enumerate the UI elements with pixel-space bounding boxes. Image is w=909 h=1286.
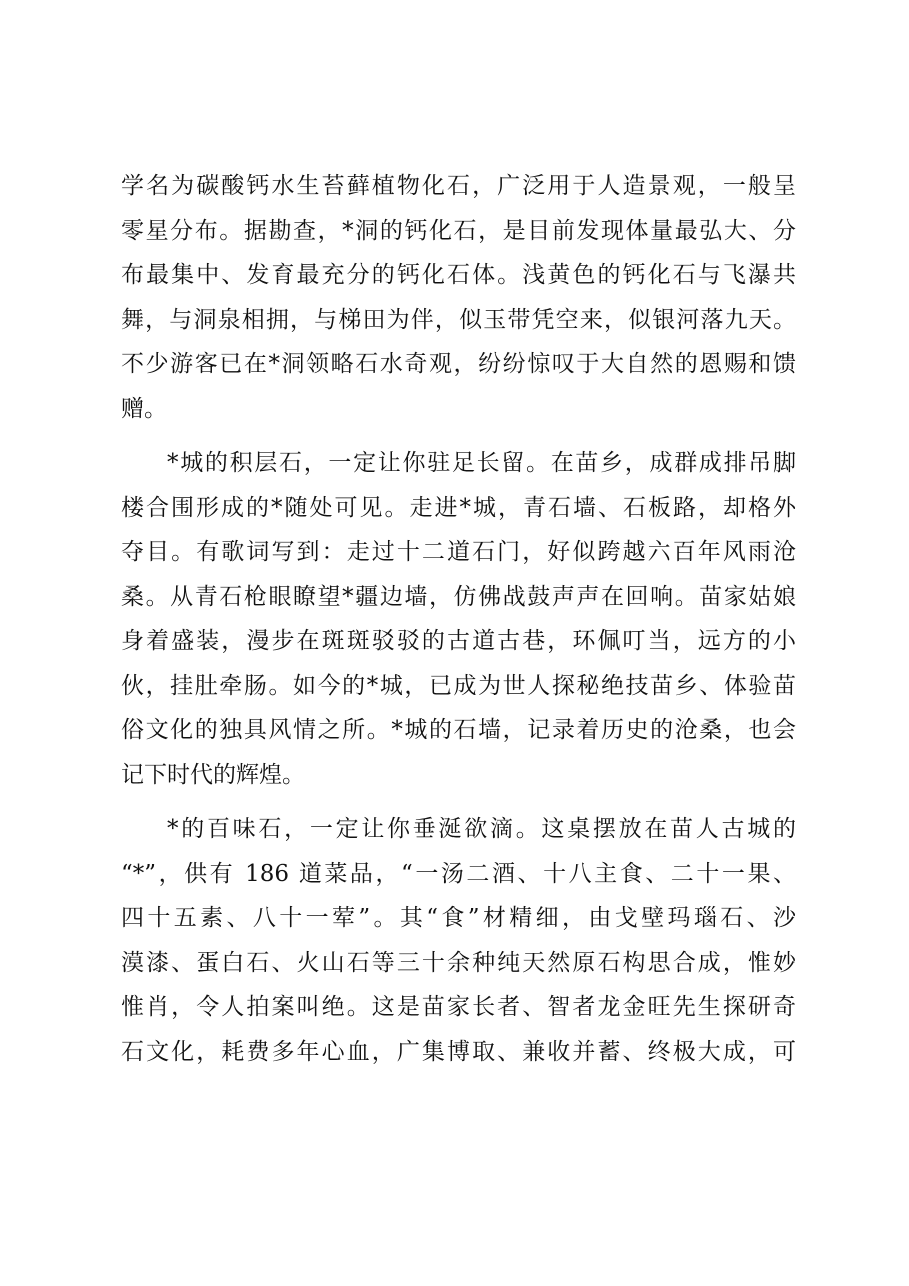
paragraph-2 <box>121 441 796 797</box>
paragraph-1 <box>121 164 796 431</box>
text-line: 惟肖，令人拍案叫绝。这是苗家长者、智者龙金旺先生探研奇 <box>121 994 796 1020</box>
text-line: “*”，供有 186 道菜品，“一汤二酒、十八主食、二十一果、 <box>121 860 796 887</box>
text-line: 学名为碳酸钙水生苔藓植物化石，广泛用于人造景观，一般呈 <box>121 173 796 199</box>
text-line: 俗文化的独具风情之所。*城的石墙，记录着历史的沧桑，也会 <box>121 717 796 743</box>
paragraph-spacer <box>121 797 796 807</box>
text-line: 桑。从青石枪眼瞭望*疆边墙，仿佛战鼓声声在回响。苗家姑娘 <box>121 583 796 610</box>
text-line: 布最集中、发育最充分的钙化石体。浅黄色的钙化石与飞瀑共 <box>121 262 796 288</box>
text-line: 夺目。有歌词写到：走过十二道石门，好似跨越六百年风雨沧 <box>121 539 796 565</box>
text-line: 舞，与洞泉相拥，与梯田为伴，似玉带凭空来，似银河落九天。 <box>121 306 796 333</box>
text-line: 伙，挂肚牵肠。如今的*城，已成为世人探秘绝技苗乡、体验苗 <box>121 672 796 699</box>
text-line: 零星分布。据勘查，*洞的钙化石，是目前发现体量最弘大、分 <box>121 217 796 244</box>
text-line: 身着盛装，漫步在斑斑驳驳的古道古巷，环佩叮当，远方的小 <box>121 628 796 654</box>
text-line: 赠。 <box>121 395 167 422</box>
document-body <box>121 164 796 1074</box>
text-line: 楼合围形成的*随处可见。走进*城，青石墙、石板路，却格外 <box>121 494 796 521</box>
text-line: 记下时代的辉煌。 <box>121 761 305 788</box>
paragraph-3 <box>121 807 796 1074</box>
text-line: 石文化，耗费多年心血，广集博取、兼收并蓄、终极大成，可 <box>121 1038 796 1065</box>
paragraph-spacer <box>121 431 796 441</box>
text-line: *城的积层石，一定让你驻足长留。在苗乡，成群成排吊脚 <box>167 450 796 476</box>
text-line: 漠漆、蛋白石、火山石等三十余种纯天然原石构思合成，惟妙 <box>121 949 796 976</box>
text-line: *的百味石，一定让你垂涎欲滴。这桌摆放在苗人古城的 <box>167 816 796 842</box>
text-line: 不少游客已在*洞领略石水奇观，纷纷惊叹于大自然的恩赐和馈 <box>121 351 796 377</box>
text-line: 四十五素、八十一荤”。其“食”材精细，由戈壁玛瑙石、沙 <box>121 905 796 931</box>
